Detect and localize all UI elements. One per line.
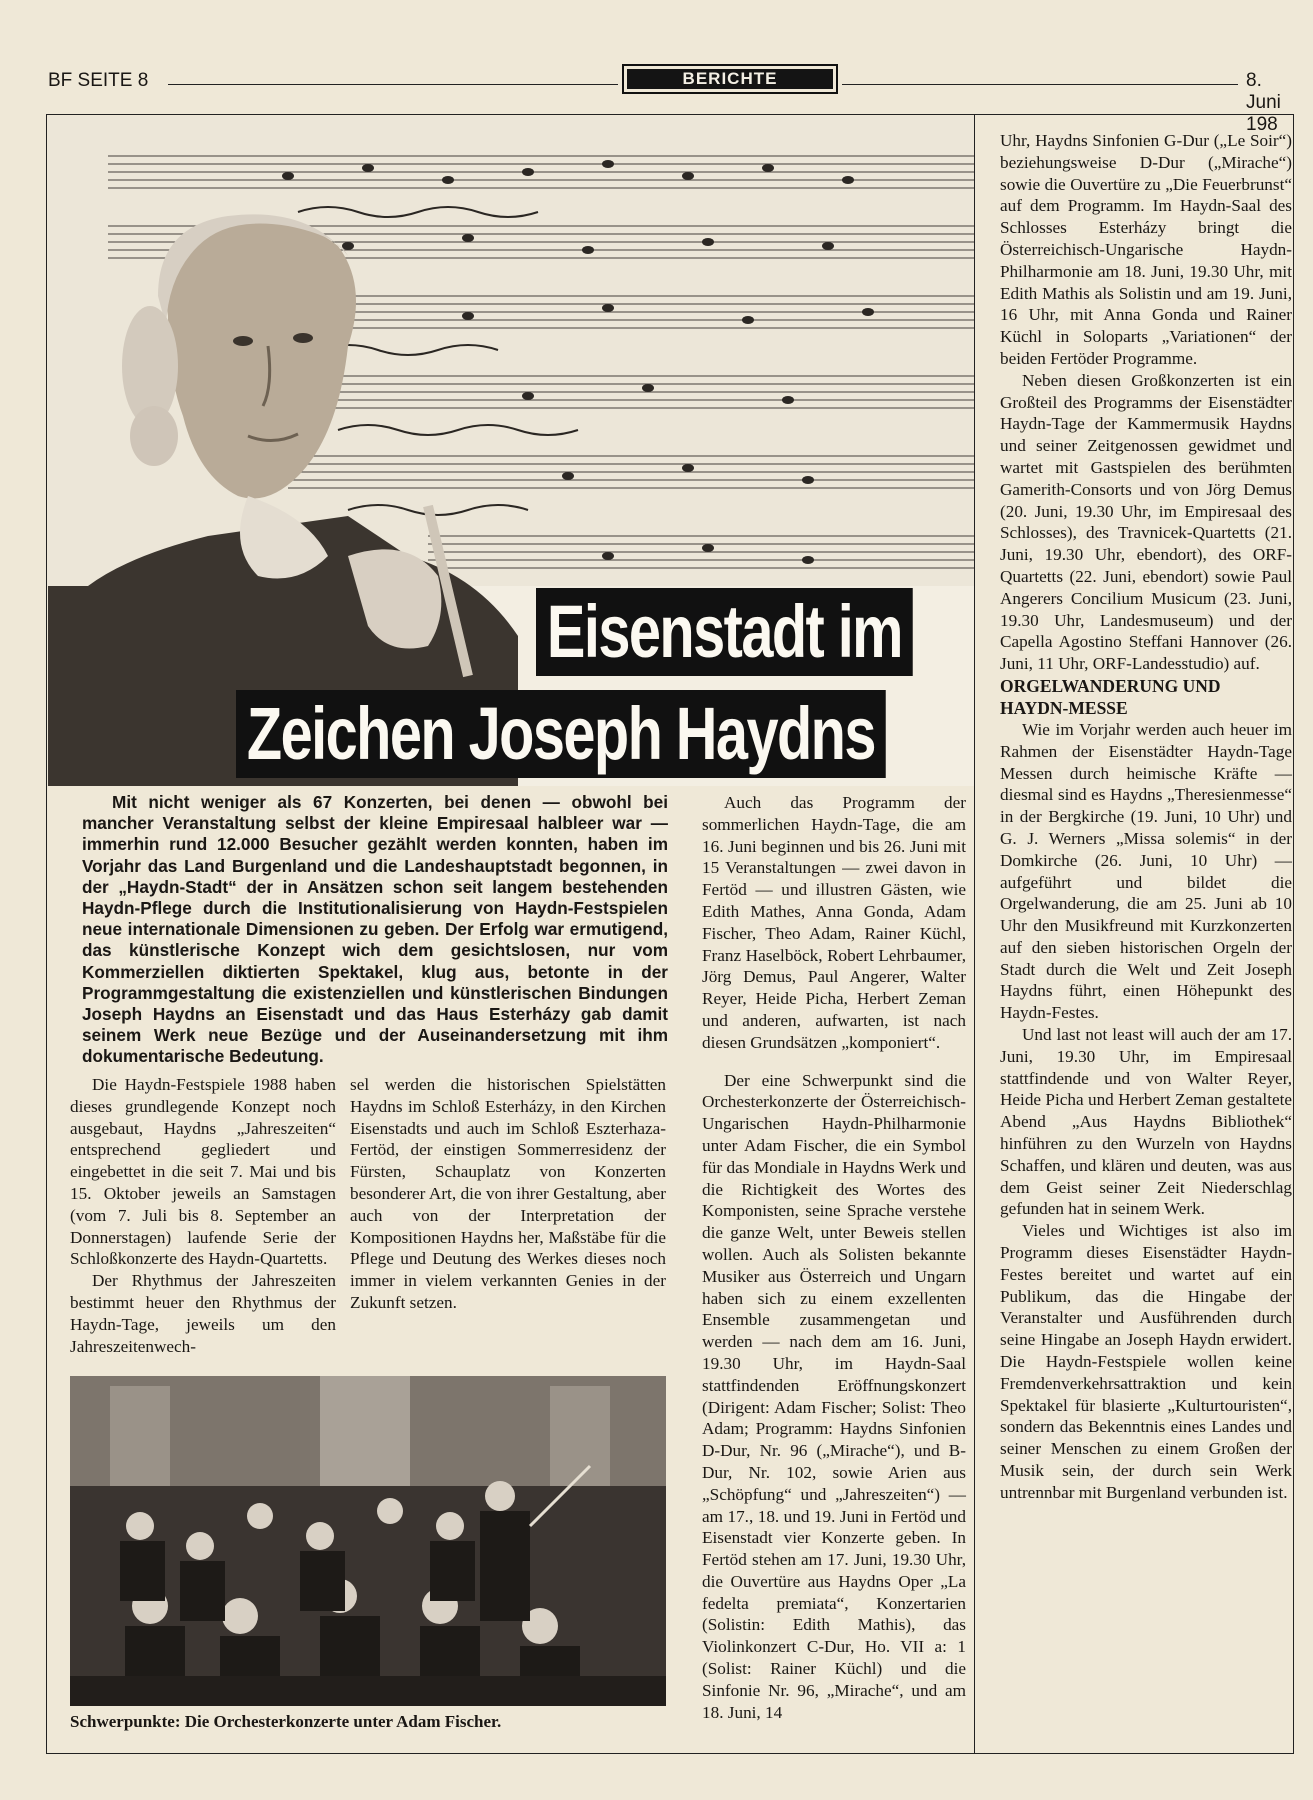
column-rule [974,114,975,1754]
body-column-1 [70,1074,336,1357]
headline-line-1: Eisenstadt im [536,588,913,676]
paragraph: Der Rhythmus der Jahreszeiten bestimmt heuer den Rhythmus der Haydn-Tage, jeweils um den Jahreszeitenwech- [70,1271,336,1356]
lead-paragraph: Mit nicht weniger als 67 Konzerten, bei denen — obwohl bei mancher Veranstaltung selbst der kleine Empiresaal halbleer war — immerhin rund 12.000 Besucher gezählt werden konnten, haben im Vorjahr das Land Burgenland und die Landeshauptstadt begonnen, in der „Haydn-Stadt“ der in Ansätzen schon seit langem bestehenden Haydn-Pflege durch die Institutionalisierung von Haydn-Festspielen neue internationale Dimensionen zu geben. Der Erfolg war ermutigend, das künstlerische Konzept wich dem gesichtslosen, nur vom Kommerziellen diktierten Spektakel, klug aus, betonte in der Programmgestaltung die existenziellen und künstlerischen Bindungen Joseph Haydns an Eisenstadt und das Haus Esterházy gab damit seinem Werk neue Bezüge und der Auseinandersetzung mit ihm dokumentarische Bedeutung. [82,792,668,1067]
photo-caption: Schwerpunkte: Die Orchesterkonzerte unter Adam Fischer. [70,1712,502,1731]
paragraph: Auch das Programm der sommerlichen Haydn-Tage, die am 16. Juni beginnen und bis 26. Juni mit 15 Veranstaltungen — zwei davon in Fertöd — und illustren Gästen, wie Edith Mathes, Anna Gonda, Adam Fischer, Theo Adam, Rainer Küchl, Franz Haselböck, Robert Lehrbaumer, Jörg Demus, Paul Angerer, Walter Reyer, Heide Picha, Herbert Zeman und anderen, aufwarten, ist nach diesen Grundsätzen „komponiert“. [702,793,966,1052]
headline-line-2: Zeichen Joseph Haydns [236,690,886,778]
haydn-portrait-image [48,116,974,786]
section-label: BERICHTE [627,69,833,89]
subheading: ORGELWANDERUNG UND HAYDN-MESSE [1000,675,1221,718]
paragraph: Vieles und Wichtiges ist also im Programm dieses Eisenstädter Haydn-Festes bereitet und wartet auf ein Publikum, das die Hingabe der Veranstalter und Ausführenden durch seine Hingabe an Joseph Haydn erwidert. Die Haydn-Festspiele wollen keine Fremdenverkehrsattraktion und kein Spektakel für blasierte „Kulturtouristen“, sondern das Bekenntnis eines Landes und seiner Menschen zu einem Großen der Musik sein, der durch sein Werk untrennbar mit Burgenland verbunden ist. [1000,1221,1292,1502]
paragraph: sel werden die historischen Spielstätten Haydns im Schloß Esterházy, in den Kirchen Eisenstadts und auch im Schloß Eszterhaza-Fertöd, der einstigen Sommerresidenz der Fürsten, Schauplatz von Konzerten besonderer Art, die von ihrer Gestaltung, aber auch von der Interpretation der Kompositionen Haydns her, Maßstäbe für die Pflege und Deutung des Werkes dieses noch immer in vielem verkannten Genies in der Zukunft setzen. [350,1075,666,1312]
section-label-box [622,64,838,94]
orchestra-photo [70,1376,666,1706]
header-rule-left [168,84,618,85]
page-header [48,60,1298,135]
paragraph: Wie im Vorjahr werden auch heuer im Rahmen der Eisenstädter Haydn-Tage Messen durch heimische Kräfte — diesmal sind es Haydns „Theresienmesse“ in der Bergkirche (19. Juni, 10 Uhr) und G. J. Werners „Missa solemis“ in der Domkirche (26. Juni, 10 Uhr) — aufgeführt und bildet die Orgelwanderung, die am 25. Juni ab 10 Uhr den Musikfreund mit Kurzkonzerten auf den sieben historischen Orgeln der Stadt durch die Welt und Zeit Joseph Haydns führt, einen Höhepunkt des Haydn-Festes. [1000,719,1292,1023]
paragraph: Uhr, Haydns Sinfonien G-Dur („Le Soir“) beziehungsweise D-Dur („Mirache“) sowie die Ouvertüre zu „Die Feuerbrunst“ auf dem Programm. Im Haydn-Saal des Schlosses Esterházy bringt die Österreichisch-Ungarische Haydn-Philharmonie am 18. Juni, 19.30 Uhr, mit Edith Mathis als Solistin und am 19. Juni, 16 Uhr, mit Anna Gonda und Rainer Küchl in Soloparts „Variationen“ der beiden Fertöder Programme. [1000,131,1292,368]
page-number: BF SEITE 8 [48,70,149,91]
paragraph: Und last not least will auch der am 17. Juni, 19.30 Uhr, im Empiresaal stattfindende und von Walter Reyer, Heide Picha und Herbert Zeman gestaltete Abend „Aus Haydns Bibliothek“ hinführen zu den Wurzeln von Haydns Schaffen, und klären und deuten, was aus dem Geist seiner Zeit Niederschlag gefunden hat in seinem Werk. [1000,1025,1292,1219]
paragraph: Die Haydn-Festspiele 1988 haben dieses grundlegende Konzept noch ausgebaut, Haydns „Jahreszeiten“ entsprechend gegliedert und eingebettet in die seit 7. Mai und bis 15. Oktober jeweils an Samstagen (vom 7. Juli bis 8. September an Donnerstagen) laufende Serie der Schloßkonzerte des Haydn-Quartetts. [70,1075,336,1269]
portrait-illustration [48,116,974,786]
body-column-3 [702,792,966,1723]
issue-date: 8. Juni 198 [1246,70,1281,135]
paragraph: Neben diesen Großkonzerten ist ein Großteil des Programms der Eisenstädter Haydn-Tage der Kammermusik Haydns und seiner Zeitgenossen gewidmet und wartet mit Gastspielen des berühmten Gamerith-Consorts und von Jörg Demus (20. Juni, 19.30 Uhr, im Empiresaal des Schlosses), des Travnicek-Quartetts (21. Juni, 19.30 Uhr, ebendort), des ORF-Quartetts (22. Juni, ebendort) sowie Paul Angerers Concilium Musicum (23. Juni, 19.30 Uhr, Landesmuseum) und der Capella Agostino Steffani Hannover (26. Juni, 11 Uhr, ORF-Landesstudio) auf. [1000,370,1292,674]
paragraph: Der eine Schwerpunkt sind die Orchesterkonzerte der Österreichisch-Ungarischen Haydn-Philharmonie unter Adam Fischer, die ein Symbol für das Mondiale in Haydns Werk und die Richtigkeit des Wortes des Komponisten, seine Sprache verstehe die ganze Welt, unter Beweis stellen wollen. Auch als Solisten bekannte Musiker aus Österreich und Ungarn haben sich zu einem exzellenten Ensemble zusammengetan und werden — nach dem am 16. Juni, 19.30 Uhr, im Haydn-Saal stattfindenden Eröffnungskonzert (Dirigent: Adam Fischer; Solist: Theo Adam; Programm: Haydns Sinfonien D-Dur, Nr. 96 („Mirache“), und B-Dur, Nr. 102, sowie Arien aus „Schöpfung“ und „Jahreszeiten“) — am 17., 18. und 19. Juni in Fertöd und Eisenstadt vier Konzerte geben. In Fertöd stehen am 17. Juni, 19.30 Uhr, die Ouvertüre aus Haydns Oper „La fedelta premiata“, Konzertarien (Solistin: Edith Mathis), das Violinkonzert C-Dur, Ho. VII a: 1 (Solist: Rainer Küchl) und die Sinfonie Nr. 96, „Mirache“, und am 18. Juni, 14 [702,1070,966,1722]
body-column-2 [350,1074,666,1314]
body-column-4 [1000,130,1292,1504]
header-rule-right [842,84,1238,85]
orchestra-illustration [70,1376,666,1706]
